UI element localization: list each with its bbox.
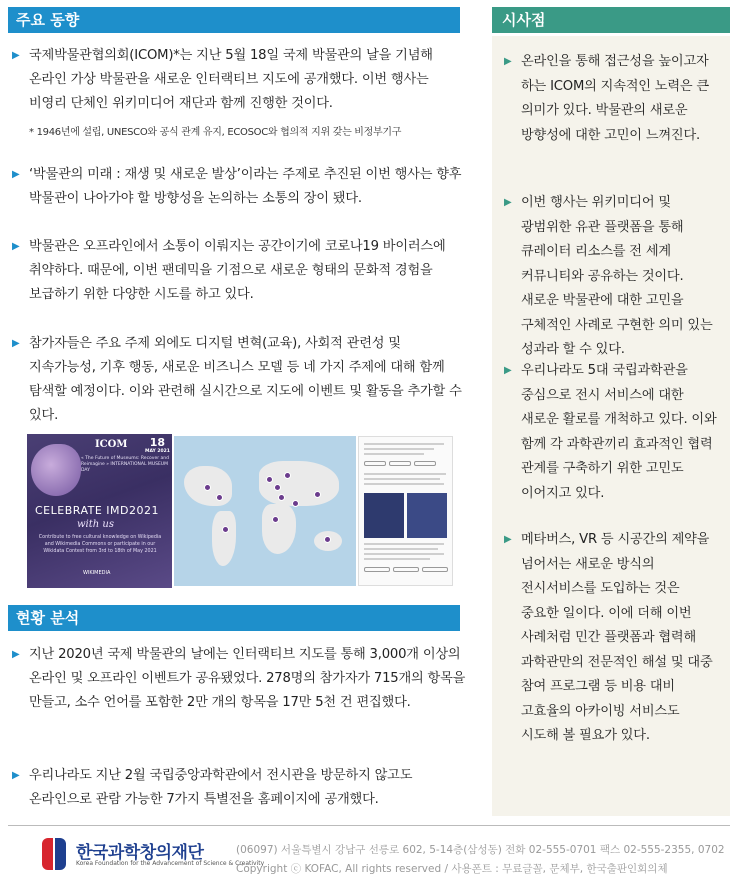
poster-date: 18 MAY 2021 — [145, 436, 170, 454]
trend-item-4 — [12, 332, 469, 428]
bullet-arrow-icon: ▶ — [12, 241, 20, 252]
footer-address: (06097) 서울특별시 강남구 선릉로 602, 5-14층(삼성동) 전화 02-555-0701 팩스 02-555-2355, 0702 — [236, 844, 725, 856]
trend-item-3 — [12, 235, 469, 307]
footer-divider — [8, 825, 730, 826]
map-pin[interactable] — [216, 494, 223, 501]
poster-icom-logo: ICOM — [95, 439, 128, 450]
map-pin[interactable] — [222, 526, 229, 533]
bullet-arrow-icon: ▶ — [12, 338, 20, 349]
trend-item-text: ‘박물관의 미래 : 재생 및 새로운 발상’이라는 주제로 추진된 이번 행사는 향후 박물관이 나아가야 할 방향성을 논의하는 소통의 장이 됐다. — [29, 167, 462, 206]
bullet-arrow-icon: ▶ — [504, 197, 512, 208]
map-pin[interactable] — [284, 472, 291, 479]
kofac-logo-icon — [42, 838, 66, 870]
insight-item-2 — [504, 191, 719, 363]
insight-item-3 — [504, 359, 719, 506]
map-pin[interactable] — [204, 484, 211, 491]
insight-item-text: 온라인을 통해 접근성을 높이고자 하는 ICOM의 지속적인 노력은 큰 의미가 있다. 박물관의 새로운 방향성에 대한 고민이 느껴진다. — [521, 54, 709, 143]
bullet-arrow-icon: ▶ — [12, 770, 20, 781]
trend-item-1 — [12, 44, 469, 116]
map-pin[interactable] — [266, 476, 273, 483]
analysis-item-1 — [12, 643, 469, 715]
bullet-arrow-icon: ▶ — [504, 365, 512, 376]
event-screenshot — [27, 434, 453, 588]
insight-item-4 — [504, 528, 719, 749]
poster-with-us: with us — [77, 519, 114, 530]
portrait-illustration — [31, 444, 81, 496]
trend-item-text: 박물관은 오프라인에서 소통이 이뤄지는 공간이기에 코로나19 바이러스에 취약하다. 때문에, 이번 팬데믹을 기점으로 새로운 형태의 문화적 경험을 보급하기 위한 다양한 시도를 하고 있다. — [29, 239, 446, 302]
bullet-arrow-icon: ▶ — [504, 56, 512, 67]
analysis-item-text: 지난 2020년 국제 박물관의 날에는 인터랙티브 지도를 통해 3,000개 이상의 온라인 및 오프라인 이벤트가 공유됐었다. 278명의 참가자가 715개의 항목을 만들고, 소수 언어를 포함한 2만 개의 항목을 17만 5천 건 편집했다. — [29, 647, 466, 710]
insight-item-text: 메타버스, VR 등 시공간의 제약을 넘어서는 새로운 방식의 전시서비스를 도입하는 것은 중요한 일이다. 이에 더해 이번 사례처럼 민간 플랫폼과 협력해 과학관만의 전문적인 해설 및 대중 참여 프로그램 등 비용 대비 고효율의 아카이빙 서비스도 시도해 볼 필요가 있다. — [521, 532, 713, 743]
event-detail-panel — [358, 436, 453, 586]
footnote: * 1946년에 설립, UNESCO와 공식 관계 유지, ECOSOC와 협의적 지위 갖는 비정부기구 — [29, 127, 402, 138]
wikimedia-logo: WIKIMEDIA — [83, 570, 111, 576]
insight-item-text: 우리나라도 5대 국립과학관을 중심으로 전시 서비스에 대한 새로운 활로를 개척하고 있다. 이와 함께 각 과학관끼리 효과적인 협력 관계를 구축하기 위한 고민도 이어지고 있다. — [521, 363, 717, 501]
insights-header: 시사점 — [492, 7, 730, 33]
trend-item-2 — [12, 163, 469, 211]
map-pin[interactable] — [272, 516, 279, 523]
bullet-arrow-icon: ▶ — [504, 534, 512, 545]
bullet-arrow-icon: ▶ — [12, 649, 20, 660]
poster-theme: « The Future of Museums: Recover and Reimagine » INTERNATIONAL MUSEUM DAY — [81, 456, 169, 473]
footer-copyright: Copyright ⓒ KOFAC, All rights reserved / 사용폰트 : 무료글꼴, 문체부, 한국출판인회의체 — [236, 863, 668, 875]
org-name: 한국과학창의재단 — [76, 843, 204, 863]
trend-item-text: 참가자들은 주요 주제 외에도 디지털 변혁(교육), 사회적 관련성 및 지속가능성, 기후 행동, 새로운 비즈니스 모델 등 네 가지 주제에 대해 함께 탐색할 예정이다. 이와 관련해 실시간으로 지도에 이벤트 및 활동을 추가할 수 있다. — [29, 336, 462, 423]
analysis-header: 현황 분석 — [8, 605, 460, 631]
analysis-item-2 — [12, 764, 469, 812]
org-subtitle: Korea Foundation for the Advancement of Science & Creativity — [76, 860, 265, 867]
insight-item-text: 이번 행사는 위키미디어 및 광범위한 유관 플랫폼을 통해 큐레이터 리소스를 전 세계 커뮤니티와 공유하는 것이다. 새로운 박물관에 대한 고민을 구체적인 사례로 구현한 의미 있는 성과라 할 수 있다. — [521, 195, 713, 357]
poster-description: Contribute to free cultural knowledge on Wikipedia and Wikimedia Commons or participate in our Wikidata Contest from 3rd to 18th of May 2021 — [38, 535, 162, 554]
map-pin[interactable] — [324, 536, 331, 543]
map-pin[interactable] — [292, 500, 299, 507]
imd-poster — [27, 434, 172, 588]
poster-celebrate: CELEBRATE IMD2021 — [35, 504, 159, 517]
map-pin[interactable] — [314, 491, 321, 498]
bullet-arrow-icon: ▶ — [12, 169, 20, 180]
interactive-map — [174, 436, 356, 586]
map-pin[interactable] — [278, 494, 285, 501]
insight-item-1 — [504, 50, 719, 148]
trend-item-text: 국제박물관협의회(ICOM)*는 지난 5월 18일 국제 박물관의 날을 기념해 온라인 가상 박물관을 새로운 인터랙티브 지도에 공개했다. 이번 행사는 비영리 단체인 위키미디어 재단과 함께 진행한 것이다. — [29, 48, 433, 111]
analysis-item-text: 우리나라도 지난 2월 국립중앙과학관에서 전시관을 방문하지 않고도 온라인으로 관람 가능한 7가지 특별전을 홈페이지에 공개했다. — [29, 768, 413, 807]
trends-header: 주요 동향 — [8, 7, 460, 33]
bullet-arrow-icon: ▶ — [12, 50, 20, 61]
map-pin[interactable] — [274, 484, 281, 491]
